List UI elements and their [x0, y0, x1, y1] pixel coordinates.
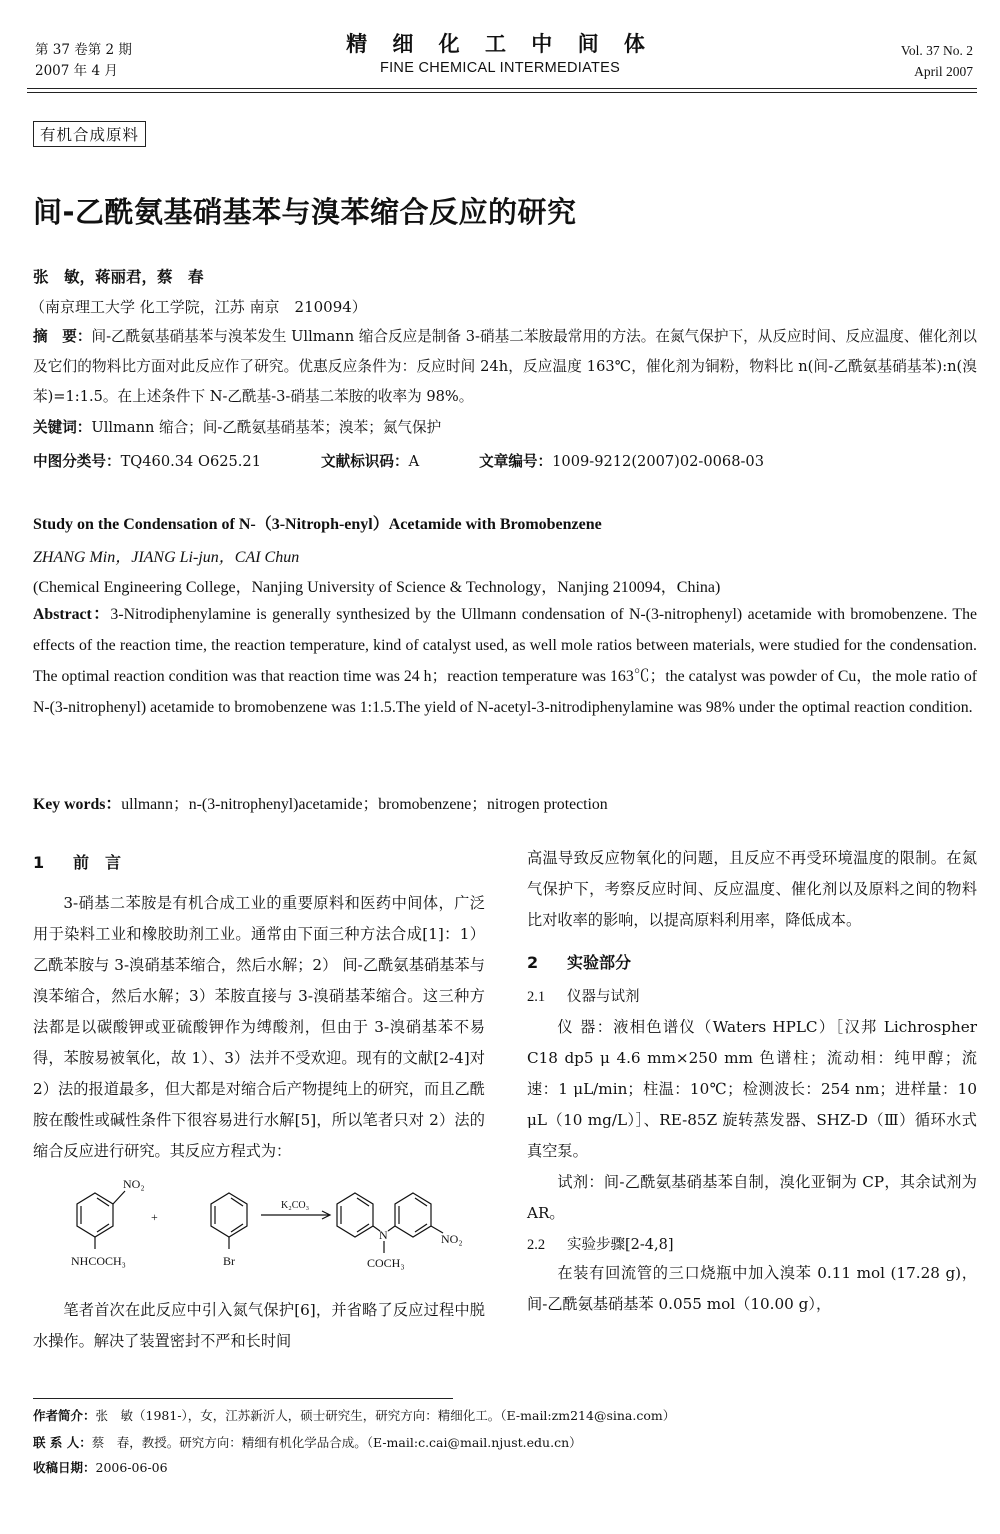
- keywords-en-text: ullmann；n-(3-nitrophenyl)acetamide；bromobenzene；nitrogen protection: [121, 796, 608, 813]
- keywords-en-label: Key words：: [33, 796, 122, 813]
- subsection-2-2-number: 2.2: [527, 1237, 546, 1253]
- benzene-ring-2: [211, 1193, 247, 1237]
- reagents-paragraph: 试剂：间-乙酰氨基硝基苯自制，溴化亚铜为 CP，其余试剂为 AR。: [527, 1173, 977, 1222]
- abstract-en-label: Abstract：: [33, 606, 111, 623]
- authors-en: ZHANG Min，JIANG Li-jun，CAI Chun: [33, 549, 300, 566]
- author-bio: [33, 1406, 675, 1424]
- abstract-en-text: 3-Nitrodiphenylamine is generally synthesized by the Ullmann condensation of N-(3-nitrophenyl) acetamide with bromobenzene. The effects of the reaction time, the reaction temperature, kind of catalyst used, as well mole ratios between materials, were studied for the condensation. The optimal reaction condition was that reaction time was 24 h；reaction temperature was 163℃；the catalyst was powder of Cu，the mole ratio of N-(3-nitrophenyl) acetamide to bromobenzene was 1:1.5.The yield of N-acetyl-3-nitrodiphenylamine was 98% under the optimal reaction condition.: [33, 606, 977, 716]
- received-text: 2006-06-06: [95, 1460, 168, 1475]
- subsection-2-1-title: 仪器与试剂: [567, 989, 640, 1005]
- affiliation-en: (Chemical Engineering College，Nanjing University of Science & Technology，Nanjing 210094，China): [33, 579, 721, 596]
- reaction-scheme: [33, 1169, 485, 1291]
- article-id-label: 文章编号：: [479, 453, 553, 470]
- benzene-ring-1: [77, 1193, 113, 1237]
- doc-code-label: 文献标识码：: [321, 453, 409, 470]
- keywords-cn: [33, 416, 441, 437]
- volume-issue-cn: 第 37 卷第 2 期: [35, 42, 132, 58]
- reaction-scheme-drawing: [33, 1169, 485, 1291]
- instruments-paragraph: 仪 器：液相色谱仪（Waters HPLC）［汉邦 Lichrospher C18 dp5 μ 4.6 mm×250 mm 色谱柱；流动相：纯甲醇；流速：1 μL/min；柱温：10℃；检测波长：254 nm；进样量：10 μL（10 mg/L）］、RE-85Z 旋转蒸发器、SHZ-D（Ⅲ）循环水式真空泵。: [527, 1018, 977, 1160]
- classification-row: [33, 450, 977, 471]
- date-en: April 2007: [914, 64, 973, 79]
- section-tag: 有机合成原料: [33, 121, 146, 147]
- section-1-heading: [33, 850, 485, 873]
- subsection-2-1-heading: [527, 985, 977, 1006]
- subsection-2-1-number: 2.1: [527, 989, 546, 1005]
- volume-issue-en: Vol. 37 No. 2: [900, 43, 973, 58]
- reactant-1-no2-label: NO₂: [123, 1177, 145, 1191]
- section-2-number: 2: [527, 953, 539, 972]
- subsection-2-2-heading: [527, 1233, 977, 1254]
- running-header-right: [901, 40, 973, 82]
- date-cn: 2007 年 4 月: [35, 63, 118, 79]
- reactant-1-nhcoch3-label: NHCOCH₃: [71, 1254, 126, 1268]
- no2-bond-1: [113, 1191, 125, 1204]
- product-n-label: N: [379, 1228, 388, 1242]
- abstract-en: [33, 599, 977, 723]
- author-bio-text: 张 敏（1981-），女，江苏新沂人，硕士研究生，研究方向：精细化工。（E-mail:zm214@sina.com）: [95, 1408, 676, 1423]
- intro-paragraph-1: 3-硝基二苯胺是有机合成工业的重要原料和医药中间体，广泛用于染料工业和橡胶助剂工业。通常由下面三种方法合成[1]：1）乙酰苯胺与 3-溴硝基苯缩合，然后水解；2） 间-乙酰氨基硝基苯与溴苯缩合，然后水解；3）苯胺直接与 3-溴硝基苯缩合。这三种方法都是以碳酸钾或亚硫酸钾作为缚酸剂，但由于 3-溴硝基苯不易得，苯胺易被氧化，故 1）、3）法并不受欢迎。现有的文献[2-4]对 2）法的报道最多，但大都是对缩合后产物提纯上的研究，而且乙酰胺在酸性或碱性条件下很容易进行水解[5]，所以笔者只对 2）法的缩合反应进行研究。其反应方程式为：: [33, 894, 485, 1160]
- received-date: [33, 1458, 168, 1476]
- intro-paragraph-2: 笔者首次在此反应中引入氮气保护[6]，并省略了反应过程中脱水操作。解决了装置密封不严和长时间: [33, 1301, 485, 1350]
- keywords-en: [33, 791, 608, 814]
- right-column: [527, 843, 977, 1320]
- authors-cn: 张 敏，蒋丽君，蔡 春: [33, 268, 204, 286]
- journal-title-cn: 精 细 化 工 中 间 体: [346, 32, 654, 56]
- section-1-number: 1: [33, 853, 45, 872]
- clc-label: 中图分类号：: [33, 453, 121, 470]
- doc-code-value: A: [408, 453, 420, 470]
- received-label: 收稿日期：: [33, 1460, 96, 1475]
- abstract-cn: [33, 322, 977, 412]
- header-rule-thick: [27, 88, 977, 89]
- keywords-cn-label: 关键词：: [33, 419, 92, 436]
- article-title-en: Study on the Condensation of N-（3-Nitroph-enyl）Acetamide with Bromobenzene: [33, 516, 602, 533]
- subsection-2-2-title: 实验步骤[2-4,8]: [567, 1237, 674, 1253]
- header-rule-thin: [27, 92, 977, 93]
- section-2-heading: [527, 950, 977, 973]
- product-coch3-label: COCH₃: [367, 1256, 405, 1270]
- product-ring-a: [337, 1193, 373, 1237]
- journal-masthead: [0, 30, 1000, 78]
- procedure-paragraph: 在装有回流管的三口烧瓶中加入溴苯 0.11 mol (17.28 g)，间-乙酰氨基硝基苯 0.055 mol（10.00 g），: [527, 1264, 977, 1313]
- clc-value: TQ460.34 O625.21: [120, 453, 262, 470]
- reagent-label: K₂CO₃: [281, 1200, 310, 1211]
- article-title-cn: 间-乙酰氨基硝基苯与溴苯缩合反应的研究: [33, 195, 577, 229]
- article-id-value: 1009-9212(2007)02-0068-03: [552, 453, 765, 470]
- author-bio-label: 作者简介：: [33, 1408, 96, 1423]
- section-1-title: 前 言: [73, 853, 122, 872]
- product-no2-label: NO₂: [441, 1232, 463, 1246]
- reactant-2-br-label: Br: [223, 1254, 235, 1268]
- journal-title-en: FINE CHEMICAL INTERMEDIATES: [379, 60, 621, 76]
- contact-text: 蔡 春，教授。研究方向：精细有机化学品合成。（E-mail:c.cai@mail.njust.edu.cn）: [91, 1435, 582, 1450]
- keywords-cn-text: Ullmann 缩合；间-乙酰氨基硝基苯；溴苯；氮气保护: [91, 419, 442, 436]
- contact-person: [33, 1433, 582, 1451]
- abstract-cn-label: 摘 要：: [33, 328, 92, 345]
- footnote-rule: [33, 1398, 453, 1399]
- section-2-title: 实验部分: [567, 953, 632, 972]
- abstract-cn-text: 间-乙酰氨基硝基苯与溴苯发生 Ullmann 缩合反应是制备 3-硝基二苯胺最常用的方法。在氮气保护下，从反应时间、反应温度、催化剂以及它们的物料比方面对此反应作了研究。优惠反应条件为：反应时间 24h，反应温度 163℃，催化剂为铜粉，物料比 n(间-乙酰氨基硝基苯):n(溴苯)=1:1.5。在上述条件下 N-乙酰基-3-硝基二苯胺的收率为 98%。: [33, 328, 977, 405]
- left-column: [33, 850, 485, 1357]
- plus-sign: +: [151, 1210, 158, 1224]
- product-ring-b: [395, 1193, 431, 1237]
- intro-paragraph-continued: 高温导致反应物氧化的问题，且反应不再受环境温度的限制。在氮气保护下，考察反应时间、反应温度、催化剂以及原料之间的物料比对收率的影响，以提高原料利用率，降低成本。: [527, 849, 977, 929]
- affiliation-cn: （南京理工大学 化工学院，江苏 南京 210094）: [30, 298, 367, 316]
- contact-label: 联 系 人：: [33, 1435, 92, 1450]
